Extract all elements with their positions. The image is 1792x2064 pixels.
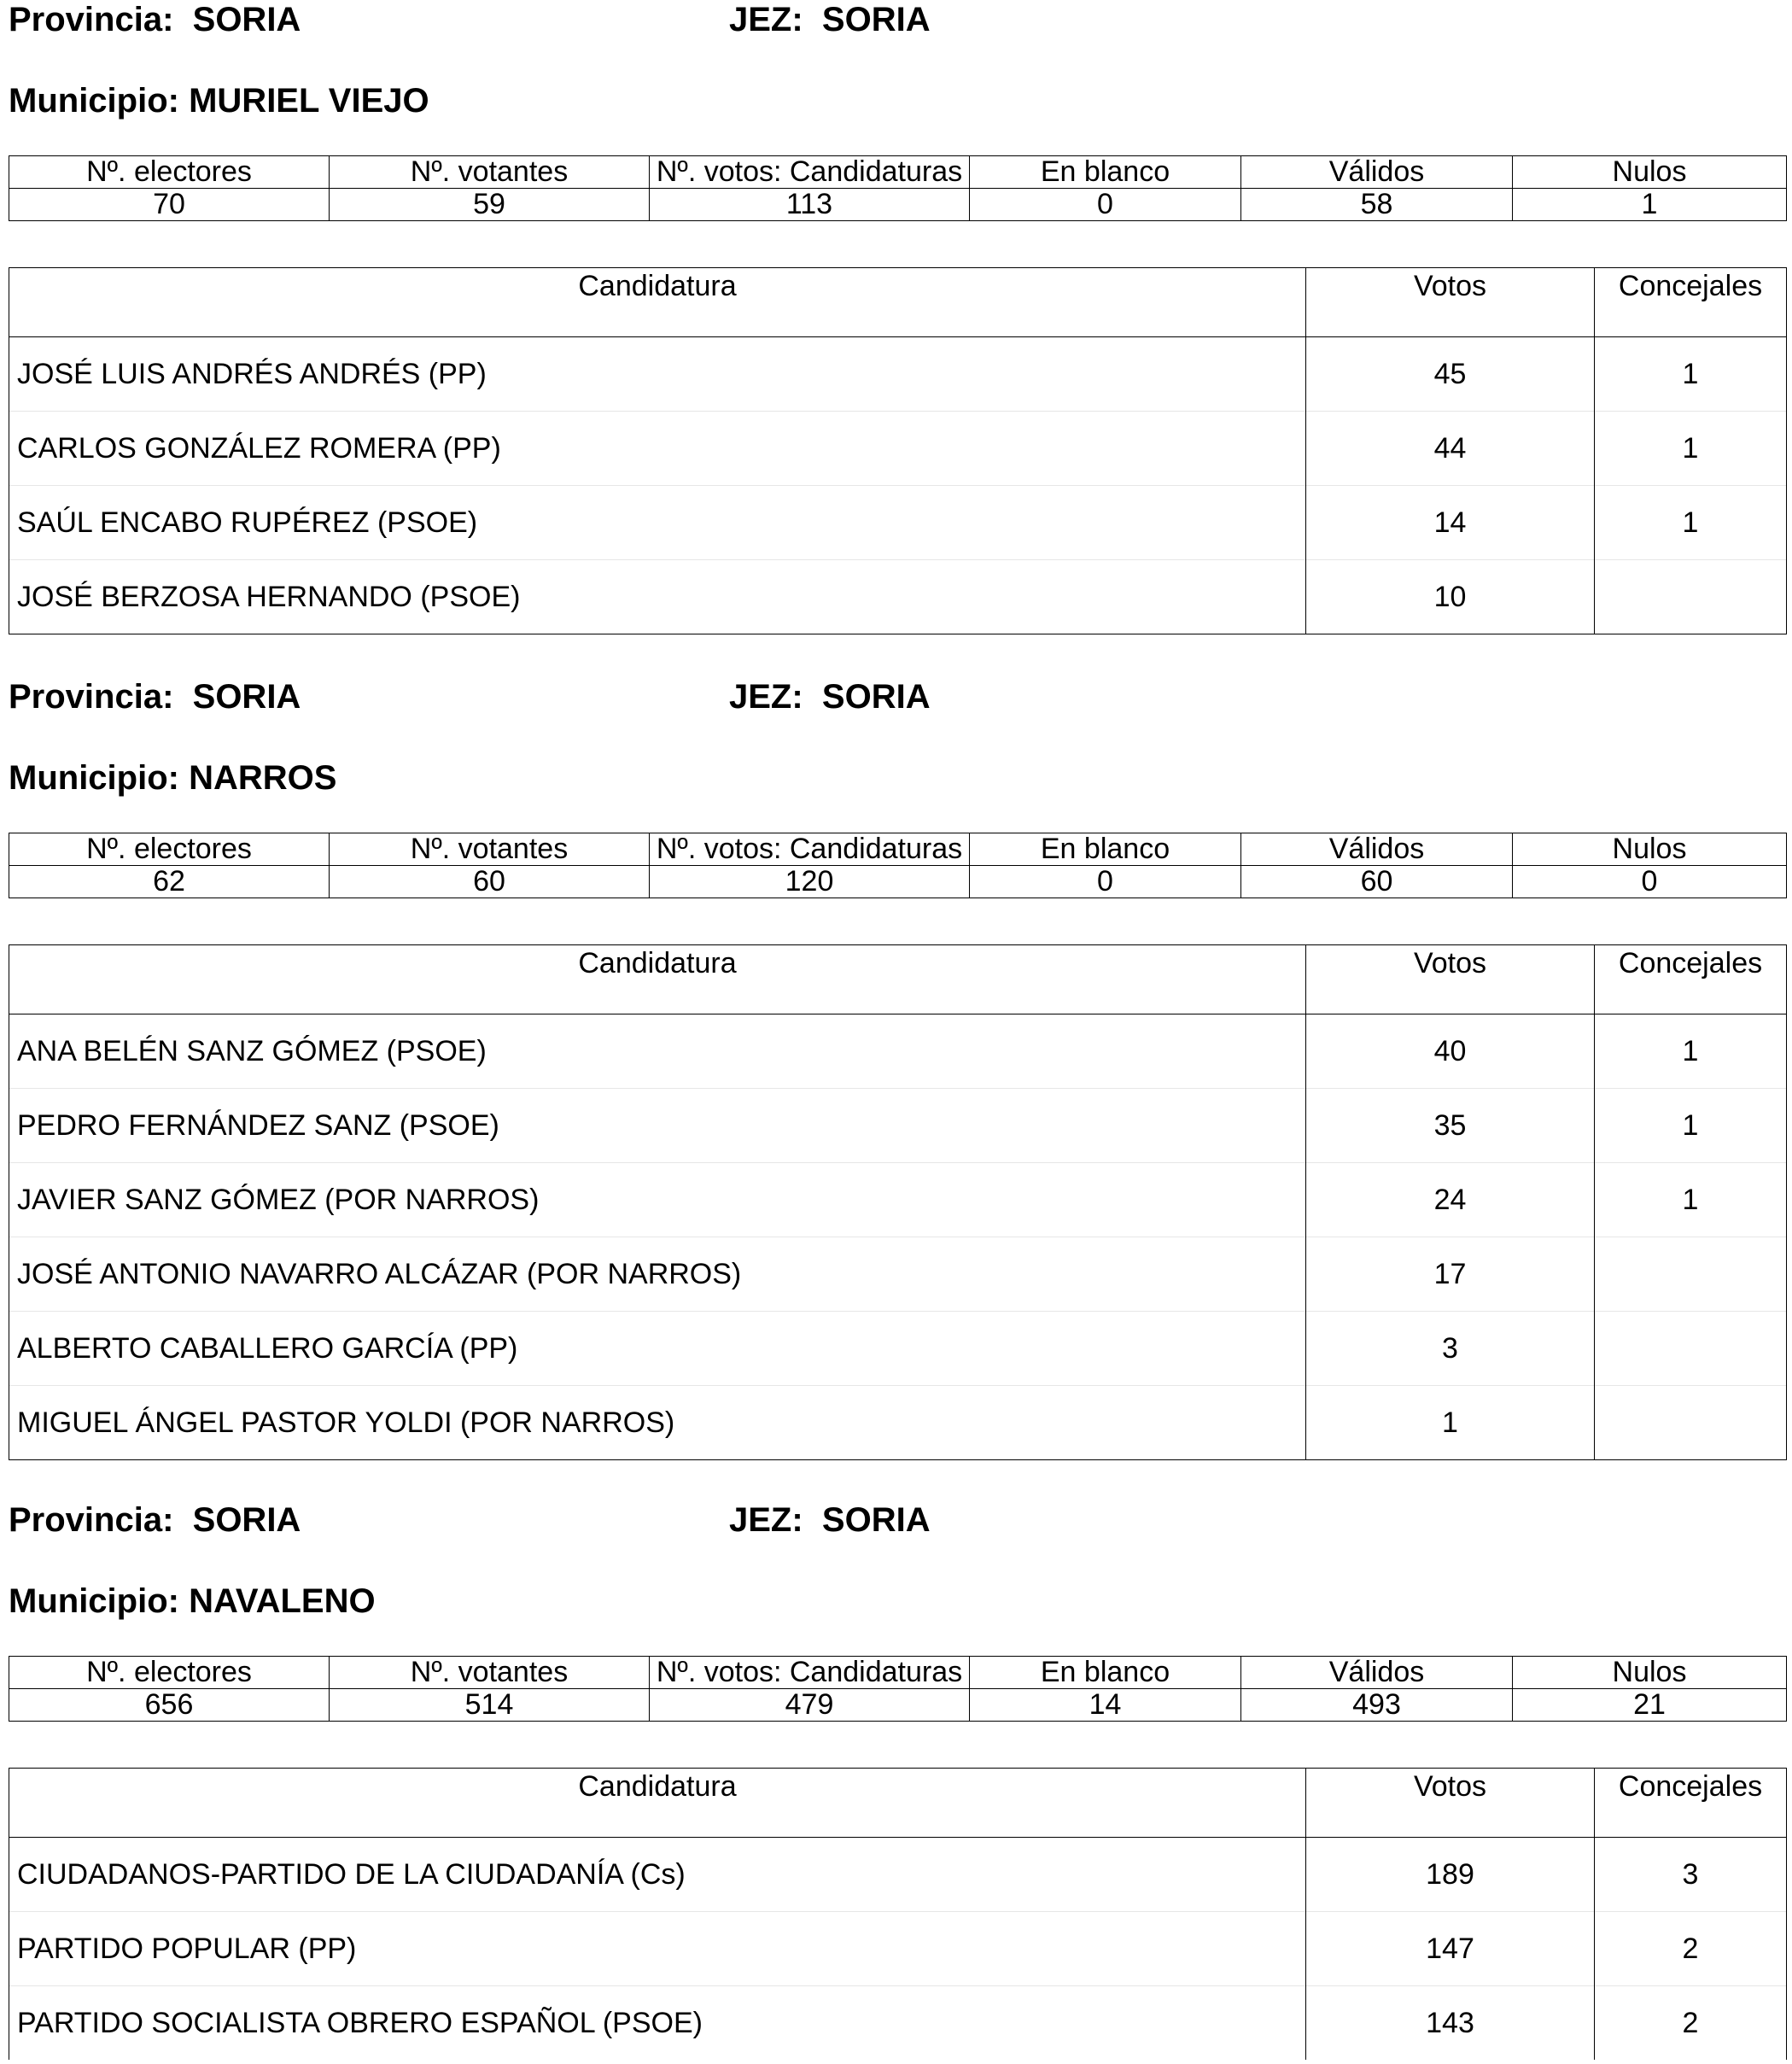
stats-table <box>9 1656 1787 1722</box>
stat-header: Nº. electores <box>9 1657 330 1689</box>
municipio-label: Municipio: <box>9 82 179 120</box>
stat-header: Nº. votantes <box>330 833 650 866</box>
candidate-concejales <box>1595 1312 1787 1386</box>
stat-header: Nº. electores <box>9 156 330 189</box>
stats-header-row <box>9 833 1787 866</box>
candidate-row <box>9 337 1787 412</box>
stats-header-row <box>9 1657 1787 1689</box>
candidate-votos: 40 <box>1306 1014 1595 1089</box>
stat-value: 59 <box>330 189 650 221</box>
stats-table <box>9 155 1787 221</box>
jez-heading <box>729 0 931 39</box>
provincia-heading <box>9 1500 301 1540</box>
municipio-heading <box>9 81 429 120</box>
stat-header: Válidos <box>1241 156 1513 189</box>
candidate-row <box>9 1163 1787 1237</box>
municipio-value: NAVALENO <box>189 1582 376 1620</box>
municipio-heading <box>9 758 336 798</box>
candidate-name: MIGUEL ÁNGEL PASTOR YOLDI (POR NARROS) <box>9 1386 1306 1460</box>
candidates-header-row <box>9 945 1787 1014</box>
candidate-row <box>9 1312 1787 1386</box>
candidates-header-row <box>9 1769 1787 1838</box>
stat-header: Nulos <box>1513 1657 1787 1689</box>
stat-value: 0 <box>970 866 1241 898</box>
jez-label: JEZ: <box>729 1501 803 1539</box>
stat-header: Válidos <box>1241 1657 1513 1689</box>
stat-header: Nº. electores <box>9 833 330 866</box>
provincia-heading <box>9 677 301 716</box>
candidate-votos: 189 <box>1306 1838 1595 1912</box>
candidate-row <box>9 1237 1787 1312</box>
candidate-name: JOSÉ ANTONIO NAVARRO ALCÁZAR (POR NARROS) <box>9 1237 1306 1312</box>
provincia-value: SORIA <box>192 1 301 38</box>
stat-value: 1 <box>1513 189 1787 221</box>
candidate-name: PEDRO FERNÁNDEZ SANZ (PSOE) <box>9 1089 1306 1163</box>
stat-value: 14 <box>970 1689 1241 1722</box>
candidate-votos: 147 <box>1306 1912 1595 1986</box>
candidate-concejales: 1 <box>1595 1014 1787 1089</box>
candidate-name: ANA BELÉN SANZ GÓMEZ (PSOE) <box>9 1014 1306 1089</box>
votos-header: Votos <box>1306 1769 1595 1838</box>
stats-value-row <box>9 189 1787 221</box>
candidate-row <box>9 560 1787 634</box>
stat-value: 0 <box>1513 866 1787 898</box>
provincia-label: Provincia: <box>9 1501 174 1539</box>
candidate-name: PARTIDO POPULAR (PP) <box>9 1912 1306 1986</box>
stat-header: Nulos <box>1513 156 1787 189</box>
stat-header: Nº. votos: Candidaturas <box>650 833 970 866</box>
candidate-row <box>9 1014 1787 1089</box>
stat-value: 493 <box>1241 1689 1513 1722</box>
candidate-name: JOSÉ BERZOSA HERNANDO (PSOE) <box>9 560 1306 634</box>
stats-header-row <box>9 156 1787 189</box>
candidate-votos: 24 <box>1306 1163 1595 1237</box>
jez-heading <box>729 1500 931 1540</box>
provincia-label: Provincia: <box>9 678 174 716</box>
jez-label: JEZ: <box>729 678 803 716</box>
candidates-table <box>9 1768 1787 2060</box>
jez-heading <box>729 677 931 716</box>
municipio-heading <box>9 1582 376 1621</box>
candidate-name: JAVIER SANZ GÓMEZ (POR NARROS) <box>9 1163 1306 1237</box>
candidate-concejales: 2 <box>1595 1986 1787 2061</box>
municipio-value: NARROS <box>189 759 337 797</box>
stat-header: En blanco <box>970 833 1241 866</box>
votos-header: Votos <box>1306 945 1595 1014</box>
candidate-concejales: 1 <box>1595 486 1787 560</box>
candidate-votos: 1 <box>1306 1386 1595 1460</box>
stat-header: Nº. votantes <box>330 1657 650 1689</box>
provincia-heading <box>9 0 301 39</box>
candidate-votos: 44 <box>1306 412 1595 486</box>
stat-header: En blanco <box>970 156 1241 189</box>
stat-value: 479 <box>650 1689 970 1722</box>
candidate-votos: 10 <box>1306 560 1595 634</box>
municipio-value: MURIEL VIEJO <box>189 82 429 120</box>
stat-value: 62 <box>9 866 330 898</box>
candidate-votos: 35 <box>1306 1089 1595 1163</box>
candidate-votos: 17 <box>1306 1237 1595 1312</box>
stat-value: 21 <box>1513 1689 1787 1722</box>
candidate-concejales: 1 <box>1595 337 1787 412</box>
candidate-row <box>9 1386 1787 1460</box>
candidate-concejales: 1 <box>1595 1163 1787 1237</box>
candidate-concejales <box>1595 560 1787 634</box>
provincia-value: SORIA <box>192 678 301 716</box>
candidatura-header: Candidatura <box>9 1769 1306 1838</box>
candidate-row <box>9 412 1787 486</box>
candidate-row <box>9 1089 1787 1163</box>
candidate-row <box>9 1838 1787 1912</box>
stat-value: 60 <box>330 866 650 898</box>
municipio-label: Municipio: <box>9 1582 179 1620</box>
votos-header: Votos <box>1306 268 1595 337</box>
jez-value: SORIA <box>821 1 931 38</box>
candidate-name: JOSÉ LUIS ANDRÉS ANDRÉS (PP) <box>9 337 1306 412</box>
stat-value: 113 <box>650 189 970 221</box>
stats-table <box>9 833 1787 898</box>
candidate-votos: 45 <box>1306 337 1595 412</box>
candidate-votos: 143 <box>1306 1986 1595 2061</box>
candidate-name: CIUDADANOS-PARTIDO DE LA CIUDADANÍA (Cs) <box>9 1838 1306 1912</box>
stat-value: 120 <box>650 866 970 898</box>
candidate-concejales <box>1595 1386 1787 1460</box>
jez-label: JEZ: <box>729 1 803 38</box>
candidate-name: SAÚL ENCABO RUPÉREZ (PSOE) <box>9 486 1306 560</box>
concejales-header: Concejales <box>1595 945 1787 1014</box>
concejales-header: Concejales <box>1595 1769 1787 1838</box>
candidate-votos: 14 <box>1306 486 1595 560</box>
stat-value: 0 <box>970 189 1241 221</box>
provincia-value: SORIA <box>192 1501 301 1539</box>
candidatura-header: Candidatura <box>9 945 1306 1014</box>
stat-value: 60 <box>1241 866 1513 898</box>
stat-value: 58 <box>1241 189 1513 221</box>
candidate-concejales: 2 <box>1595 1912 1787 1986</box>
stat-value: 514 <box>330 1689 650 1722</box>
stat-header: En blanco <box>970 1657 1241 1689</box>
provincia-label: Provincia: <box>9 1 174 38</box>
candidates-header-row <box>9 268 1787 337</box>
candidate-concejales: 3 <box>1595 1838 1787 1912</box>
stat-header: Nº. votantes <box>330 156 650 189</box>
candidate-votos: 3 <box>1306 1312 1595 1386</box>
candidate-row <box>9 1912 1787 1986</box>
stat-value: 656 <box>9 1689 330 1722</box>
candidate-concejales <box>1595 1237 1787 1312</box>
candidate-name: CARLOS GONZÁLEZ ROMERA (PP) <box>9 412 1306 486</box>
jez-value: SORIA <box>821 678 931 716</box>
jez-value: SORIA <box>821 1501 931 1539</box>
candidate-concejales: 1 <box>1595 412 1787 486</box>
stat-header: Nº. votos: Candidaturas <box>650 1657 970 1689</box>
candidates-table <box>9 944 1787 1460</box>
candidate-row <box>9 1986 1787 2061</box>
stat-value: 70 <box>9 189 330 221</box>
candidates-table <box>9 267 1787 634</box>
candidate-name: PARTIDO SOCIALISTA OBRERO ESPAÑOL (PSOE) <box>9 1986 1306 2061</box>
stats-value-row <box>9 1689 1787 1722</box>
candidatura-header: Candidatura <box>9 268 1306 337</box>
stats-value-row <box>9 866 1787 898</box>
candidate-concejales: 1 <box>1595 1089 1787 1163</box>
stat-header: Nulos <box>1513 833 1787 866</box>
concejales-header: Concejales <box>1595 268 1787 337</box>
candidate-name: ALBERTO CABALLERO GARCÍA (PP) <box>9 1312 1306 1386</box>
stat-header: Válidos <box>1241 833 1513 866</box>
municipio-label: Municipio: <box>9 759 179 797</box>
stat-header: Nº. votos: Candidaturas <box>650 156 970 189</box>
candidate-row <box>9 486 1787 560</box>
